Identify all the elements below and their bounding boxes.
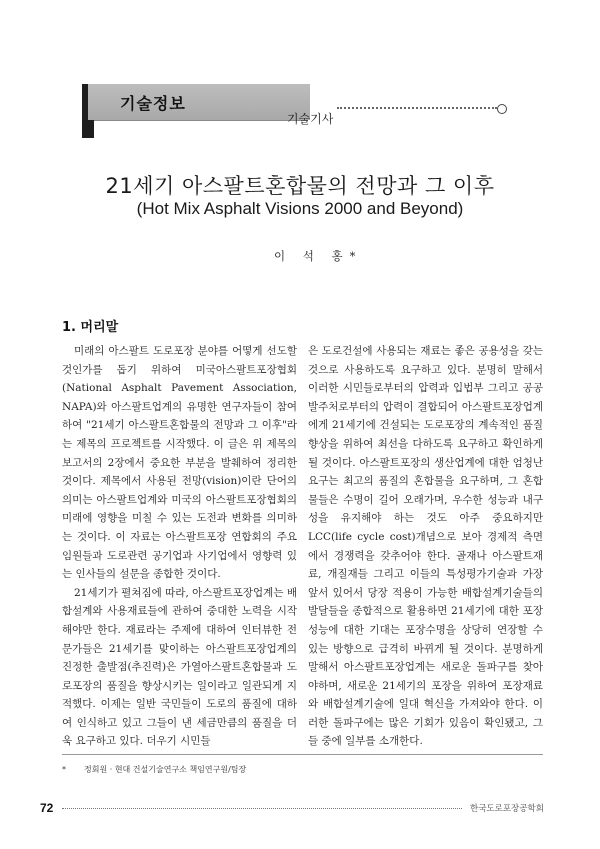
article-subtitle: (Hot Mix Asphalt Visions 2000 and Beyond)	[136, 199, 464, 218]
author-name: 이 석 홍*	[274, 249, 363, 263]
footnote-mark: *	[62, 765, 66, 774]
body-column-left	[62, 342, 297, 751]
header-dotted-rule	[337, 107, 497, 109]
page-number: 72	[40, 801, 54, 815]
footnote	[62, 764, 246, 775]
section-label: 기술정보	[120, 96, 186, 113]
header-rule-end-icon	[497, 104, 507, 114]
footer-dotted-rule	[62, 808, 462, 809]
article-title: 21세기 아스팔트혼합물의 전망과 그 이후	[105, 174, 495, 198]
paragraph: 미래의 아스팔트 도로포장 분야를 어떻게 선도할 것인가를 돕기 위하여 미국아스팔트포장협회(National Asphalt Pavement Association, NAPA)와 아스팔트업계의 유명한 연구자들이 참여하여 "21세기 아스팔트혼합물의 전망과 그 이후"라는 제목의 프로젝트를 시작했다. 이 글은 위 제목의 보고서의 2장에서 중요한 부분을 발췌하여 정리한 것이다. 제목에서 사용된 전망(vision)이란 단어의 의미는 아스팔트업계와 미국의 아스팔트포장협회의 미래에 영향을 미칠 수 있는 도전과 변화를 의미하는 것이다. 이 자료는 아스팔트포장 연합회의 주요임원들과 도로관련 공기업과 사기업에서 영향력 있는 인사들의 설문을 종합한 것이다.	[62, 345, 297, 581]
paragraph: 은 도로건설에 사용되는 재료는 좋은 공용성을 갖는 것으로 사용하도록 요구하고 있다. 분명히 말해서 이러한 시민들로부터의 압력과 입법부 그리고 공공발주처로부터의 압력이 결합되어 아스팔트포장업계에게 21세기에 건설되는 도로포장의 계속적인 품질향상을 위하여 최선을 다하도록 요구하고 확인하게 될 것이다. 아스팔트포장의 생산업계에 대한 엄청난 요구는 최고의 품질의 혼합물을 요구하며, 그 혼합물들은 수명이 길어 오래가며, 우수한 성능과 내구성을 유지해야 하는 것도 아주 중요하지만 LCC(life cycle cost)개념으로 보아 경제적 측면에서 경쟁력을 갖추어야 한다. 골재나 아스팔트재료, 개질재들 그리고 이들의 특성평가기술과 가장 앞서 있어서 당장 적용이 가능한 배합설계기술들의 발달들을 종합적으로 활용하면 21세기에 대한 포장성능에 대한 기대는 포장수명을 상당히 연장할 수 있는 방향으로 급격히 바뀌게 될 것이다. 분명하게 말해서 아스팔트포장업계는 새로운 돌파구를 찾아야하며, 새로운 21세기의 포장을 위하여 포장재료와 배합설계기술에 일대 혁신을 가져와야 한다. 이러한 돌파구에는 많은 기회가 있음이 확인됐고, 그들 중에 일부를 소개한다.	[308, 345, 543, 748]
footnote-text: 정회원 · 현대 건설기술연구소 책임연구원/팀장	[84, 765, 247, 774]
footnote-divider	[62, 754, 543, 755]
paragraph: 21세기가 펼쳐짐에 따라, 아스팔트포장업계는 배합설계와 사용재료들에 관하여 중대한 노력을 시작해야만 한다. 재료라는 주제에 대하여 인터뷰한 전문가들은 21세기를 맞이하는 아스팔트포장업계의 진정한 출발점(추진력)은 가열아스팔트혼합물과 도로포장의 품질을 향상시키는 일이라고 일관되게 지적했다. 이제는 일반 국민들이 도로의 품질에 대하여 인식하고 있고 그들이 낸 세금만큼의 품질을 더욱 요구하고 있다. 더우기 시민들	[62, 586, 297, 748]
section-heading: 1. 머리말	[62, 320, 119, 335]
section-tab-underline	[94, 120, 308, 121]
article-category: 기술기사	[287, 112, 334, 126]
journal-name: 한국도로포장공학회	[470, 804, 544, 814]
body-column-right	[308, 342, 543, 751]
